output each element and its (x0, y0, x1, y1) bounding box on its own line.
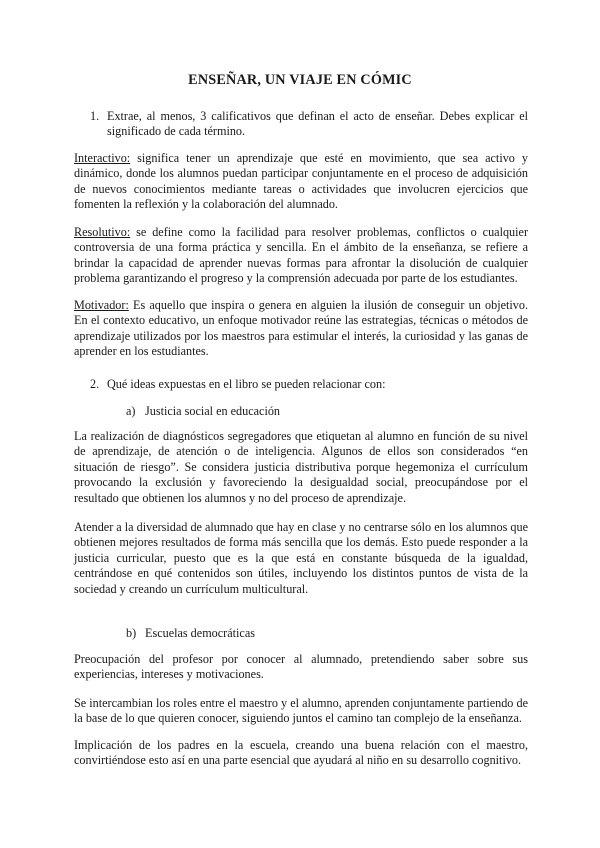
term-paragraph-resolutivo (74, 225, 528, 287)
sub-a-paragraph-2: Atender a la diversidad de alumnado que hay en clase y no centrarse sólo en los alumnos que obtienen mejores resultados de forma más sencilla que los demás. Esto puede responder a la justicia curricular, puesto que es la que está en constante búsqueda de la igualdad, centrándose en qué contenidos son útiles, incluyendo los distintos puntos de vista de la sociedad y creando un currículum multicultural. (74, 520, 528, 596)
term-paragraph-motivador (74, 298, 528, 360)
question-2-number: 2. (90, 377, 100, 391)
sub-b-title: Escuelas democráticas (145, 626, 255, 640)
sub-b-paragraph-2: Se intercambian los roles entre el maestro y el alumno, aprenden conjuntamente partiendo de la base de lo que quieren conocer, siguiendo juntos el camino tan complejo de la enseñanza. (74, 696, 528, 726)
sub-a-paragraph-1: La realización de diagnósticos segregadores que etiquetan al alumno en función de su nivel de aprendizaje, de atención o de inteligencia. Algunos de ellos son considerados “en situación de riesgo”. Se considera justicia distributiva porque hegemoniza el currículum provocando la exclusión y favoreciendo la desigualdad social, preocupándose por el resultado que obtienen los alumnos y no del proceso de aprendizaje. (74, 429, 528, 505)
term-definition: significa tener un aprendizaje que esté en movimiento, que sea activo y dinámico, donde los alumnos puedan participar conjuntamente en el proceso de adquisición de nuevos conocimientos mediante tareas o actividades que involucren ejercicios que fomenten la reflexión y la colaboración del alumnado. (74, 151, 528, 212)
sub-a-title: Justicia social en educación (145, 404, 281, 418)
sub-a-label: a) (126, 404, 136, 418)
question-2-text: Qué ideas expuestas en el libro se pueden relacionar con: (107, 377, 386, 391)
sub-b-label: b) (126, 626, 137, 640)
term-label: Interactivo: (74, 151, 131, 165)
term-definition: se define como la facilidad para resolver problemas, conflictos o cualquier controversia de una forma práctica y sencilla. En el ámbito de la enseñanza, se refiere a brindar la capacidad de aprender nuevas formas para afrontar la disolución de cualquier problema garantizando el progreso y la comprensión adecuada por parte de los estudiantes. (74, 225, 528, 286)
question-1-number: 1. (90, 109, 100, 123)
term-paragraph-interactivo (74, 151, 528, 213)
term-label: Resolutivo: (74, 225, 131, 239)
page-title: ENSEÑAR, UN VIAJE EN CÓMIC (188, 72, 412, 88)
sub-b-paragraph-1: Preocupación del profesor por conocer al alumnado, pretendiendo saber sobre sus experiencias, intereses y motivaciones. (74, 652, 528, 682)
term-definition: Es aquello que inspira o genera en alguien la ilusión de conseguir un objetivo. En el contexto educativo, un enfoque motivador reúne las estrategias, técnicas o métodos de aprendizaje utilizados por los maestros para estimular el interés, la curiosidad y las ganas de aprender en los estudiantes. (74, 298, 528, 359)
sub-b-paragraph-3: Implicación de los padres en la escuela, creando una buena relación con el maestro, convirtiéndose esto así en una parte esencial que ayudará al niño en su desarrollo cognitivo. (74, 738, 528, 768)
question-1-text: Extrae, al menos, 3 calificativos que definan el acto de enseñar. Debes explicar el significado de cada término. (107, 109, 528, 139)
term-label: Motivador: (74, 298, 129, 312)
